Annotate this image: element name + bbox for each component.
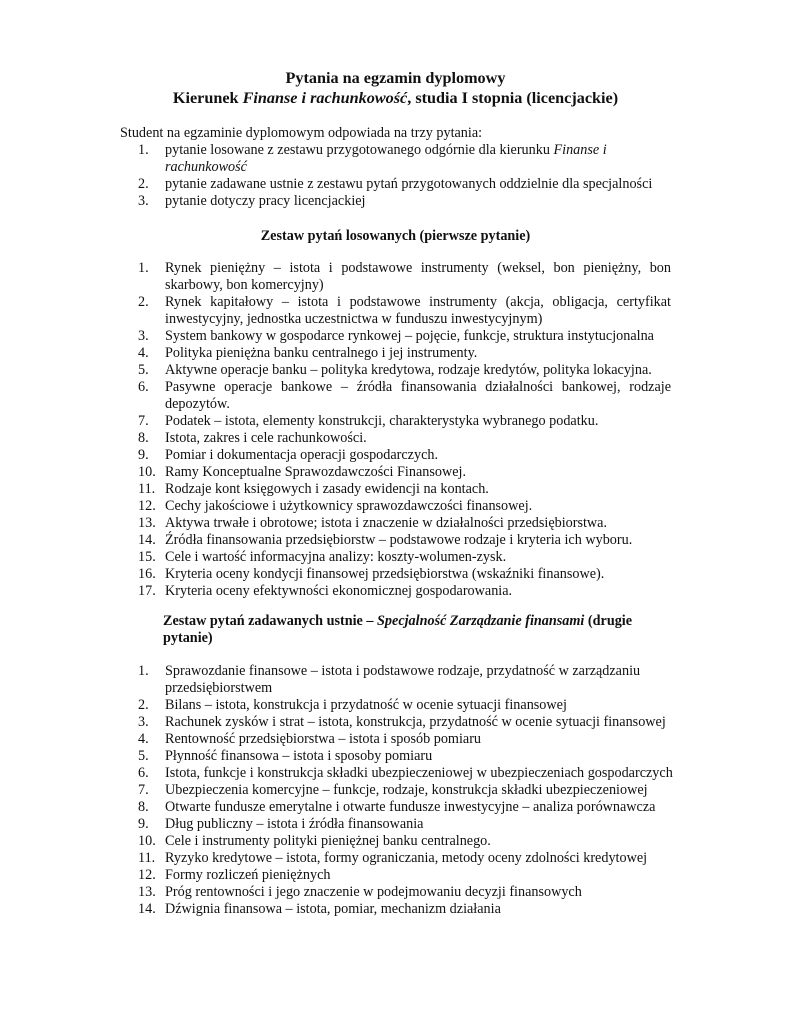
- question-item: [138, 515, 671, 532]
- item-number: 4.: [138, 345, 149, 361]
- item-text: [165, 566, 671, 583]
- question-item: [138, 464, 671, 481]
- intro-text: Student na egzaminie dyplomowym odpowiada na trzy pytania:: [120, 125, 483, 141]
- item-text: [165, 447, 671, 464]
- item-number: 9.: [138, 447, 149, 463]
- item-number: 9.: [138, 816, 149, 832]
- question-item: [138, 328, 671, 345]
- item-text-main: Istota, zakres i cele rachunkowości.: [165, 430, 367, 446]
- item-number: 13.: [138, 884, 156, 900]
- item-text-main: Otwarte fundusze emerytalne i otwarte fundusze inwestycyjne – analiza porównawcza: [165, 799, 656, 815]
- item-text-main: Formy rozliczeń pieniężnych: [165, 867, 331, 883]
- question-item: [138, 799, 683, 816]
- question-item: [138, 833, 683, 850]
- item-text-main: Rynek pieniężny – istota i podstawowe instrumenty (weksel, bon pieniężny, bon skarbowy, bon komercyjny): [165, 260, 671, 293]
- item-text: [165, 697, 567, 713]
- item-text-main: Rodzaje kont księgowych i zasady ewidencji na kontach.: [165, 481, 489, 497]
- item-text: [165, 816, 423, 832]
- title-line-2: [0, 88, 791, 108]
- specialization-name: Specjalność Zarządzanie finansami: [377, 613, 585, 629]
- intro-paragraph: [120, 125, 680, 142]
- item-number: 3.: [138, 328, 149, 344]
- question-item: [138, 447, 671, 464]
- item-text-main: Pomiar i dokumentacja operacji gospodarczych.: [165, 447, 439, 463]
- section2-heading-suffix: (drugie pytanie): [163, 613, 633, 646]
- question-item: [138, 413, 671, 430]
- item-text: [165, 345, 671, 362]
- item-text-main: Dźwignia finansowa – istota, pomiar, mechanizm działania: [165, 901, 501, 917]
- item-text: [165, 799, 655, 815]
- question-item: [138, 867, 683, 884]
- item-text: [165, 413, 671, 430]
- item-text-main: Dług publiczny – istota i źródła finansowania: [165, 816, 424, 832]
- item-text-main: Istota, funkcje i konstrukcja składki ubezpieczeniowej w ubezpieczeniach gospodarczych: [165, 765, 673, 781]
- item-number: 2.: [138, 697, 149, 713]
- item-text-main: Płynność finansowa – istota i sposoby pomiaru: [165, 748, 433, 764]
- item-text: [165, 583, 671, 600]
- question-item: [138, 379, 671, 413]
- question-item: [138, 850, 683, 867]
- section2-list: [138, 663, 683, 918]
- item-text: [165, 430, 671, 447]
- item-text-main: Sprawozdanie finansowe – istota i podstawowe rodzaje, przydatność w zarządzaniu przedsiębiorstwem: [165, 663, 641, 696]
- item-text-main: pytanie zadawane ustnie z zestawu pytań przygotowanych oddzielnie dla specjalności: [165, 176, 653, 192]
- question-item: [138, 481, 671, 498]
- item-text-main: Pasywne operacje bankowe – źródła finansowania działalności bankowej, rodzaje depozytów.: [165, 379, 671, 412]
- question-item: [138, 663, 683, 697]
- intro-list-item: [138, 176, 678, 193]
- title-line-2-prefix: Kierunek: [172, 89, 243, 107]
- item-number: 8.: [138, 799, 149, 815]
- intro-list-item: [138, 142, 678, 176]
- item-text: [165, 498, 671, 515]
- item-number: 12.: [138, 498, 156, 514]
- item-text: [165, 884, 582, 900]
- section2-heading: [163, 613, 663, 647]
- question-item: [138, 714, 683, 731]
- item-text: [165, 901, 501, 917]
- item-number: 10.: [138, 464, 156, 480]
- item-text-main: Kryteria oceny efektywności ekonomicznej gospodarowania.: [165, 583, 513, 599]
- question-item: [138, 731, 683, 748]
- question-item: [138, 260, 671, 294]
- item-text: [165, 193, 366, 209]
- item-text-main: System bankowy w gospodarce rynkowej – pojęcie, funkcje, struktura instytucjonalna: [165, 328, 654, 344]
- item-number: 5.: [138, 748, 149, 764]
- item-number: 6.: [138, 379, 149, 395]
- item-text: [165, 294, 671, 328]
- item-text-main: Ryzyko kredytowe – istota, formy ograniczania, metody oceny zdolności kredytowej: [165, 850, 648, 866]
- item-text-main: Podatek – istota, elementy konstrukcji, charakterystyka wybranego podatku.: [165, 413, 599, 429]
- item-text-main: Ubezpieczenia komercyjne – funkcje, rodzaje, konstrukcja składki ubezpieczeniowej: [165, 782, 648, 798]
- item-number: 1.: [138, 260, 149, 276]
- item-text: [165, 260, 671, 294]
- question-item: [138, 697, 683, 714]
- item-number: 14.: [138, 532, 156, 548]
- item-text: [165, 532, 671, 549]
- item-number: 3.: [138, 714, 149, 730]
- item-number: 4.: [138, 731, 149, 747]
- section1-list: [138, 260, 671, 600]
- question-item: [138, 816, 683, 833]
- question-item: [138, 901, 683, 918]
- item-text: [165, 142, 607, 175]
- title-line-2-suffix: , studia I stopnia (licencjackie): [407, 89, 619, 107]
- item-text: [165, 515, 671, 532]
- item-number: 10.: [138, 833, 156, 849]
- item-number: 5.: [138, 362, 149, 378]
- question-item: [138, 765, 683, 782]
- item-number: 11.: [138, 850, 156, 866]
- document-title: [0, 68, 791, 108]
- question-item: [138, 549, 671, 566]
- item-text: [165, 782, 648, 798]
- item-text: [165, 833, 491, 849]
- item-number: 17.: [138, 583, 156, 599]
- item-text: [165, 362, 671, 379]
- intro-list: [138, 142, 678, 210]
- item-text: [165, 765, 673, 781]
- item-text-main: Polityka pieniężna banku centralnego i jej instrumenty.: [165, 345, 478, 361]
- intro-list-item: [138, 193, 678, 210]
- item-number: 6.: [138, 765, 149, 781]
- item-text-main: Źródła finansowania przedsiębiorstw – podstawowe rodzaje i kryteria ich wyboru.: [165, 532, 633, 548]
- item-number: 2.: [138, 294, 149, 310]
- item-text-main: Cechy jakościowe i użytkownicy sprawozdawczości finansowej.: [165, 498, 533, 514]
- item-text-main: Rachunek zysków i strat – istota, konstrukcja, przydatność w ocenie sytuacji finansowej: [165, 714, 666, 730]
- item-number: 15.: [138, 549, 156, 565]
- question-item: [138, 782, 683, 799]
- question-item: [138, 583, 671, 600]
- item-text-main: Próg rentowności i jego znaczenie w podejmowaniu decyzji finansowych: [165, 884, 582, 900]
- item-text-italic: Finanse i rachunkowość: [165, 142, 607, 175]
- item-text-main: Aktywa trwałe i obrotowe; istota i znaczenie w działalności przedsiębiorstwa.: [165, 515, 608, 531]
- item-text-main: Rentowność przedsiębiorstwa – istota i sposób pomiaru: [165, 731, 482, 747]
- item-number: 1.: [138, 663, 149, 679]
- item-number: 12.: [138, 867, 156, 883]
- question-item: [138, 362, 671, 379]
- item-text-main: Rynek kapitałowy – istota i podstawowe instrumenty (akcja, obligacja, certyfikat inwestycyjny, jednostka uczestnictwa w funduszu inwestycyjnym): [165, 294, 671, 327]
- question-item: [138, 532, 671, 549]
- item-number: 3.: [138, 193, 149, 209]
- program-name: Finanse i rachunkowość: [242, 89, 408, 107]
- item-number: 7.: [138, 782, 149, 798]
- item-text: [165, 464, 671, 481]
- item-text: [165, 379, 671, 413]
- item-text: [165, 731, 481, 747]
- item-text-main: Ramy Konceptualne Sprawozdawczości Finansowej.: [165, 464, 467, 480]
- item-text-main: Kryteria oceny kondycji finansowej przedsiębiorstwa (wskaźniki finansowe).: [165, 566, 605, 582]
- item-number: 7.: [138, 413, 149, 429]
- item-text-main: Bilans – istota, konstrukcja i przydatność w ocenie sytuacji finansowej: [165, 697, 567, 713]
- item-number: 2.: [138, 176, 149, 192]
- question-item: [138, 345, 671, 362]
- item-text-main: Cele i instrumenty polityki pieniężnej banku centralnego.: [165, 833, 491, 849]
- item-number: 1.: [138, 142, 149, 158]
- question-item: [138, 498, 671, 515]
- item-number: 14.: [138, 901, 156, 917]
- item-text-main: Aktywne operacje banku – polityka kredytowa, rodzaje kredytów, polityka lokacyjna.: [165, 362, 652, 378]
- item-number: 16.: [138, 566, 156, 582]
- item-text: [165, 867, 330, 883]
- question-item: [138, 430, 671, 447]
- item-text-main: pytanie losowane z zestawu przygotowanego odgórnie dla kierunku: [165, 142, 554, 158]
- question-item: [138, 294, 671, 328]
- question-item: [138, 566, 671, 583]
- question-item: [138, 748, 683, 765]
- item-text: [165, 176, 652, 192]
- item-text: [165, 328, 671, 345]
- item-number: 13.: [138, 515, 156, 531]
- title-line-1: Pytania na egzamin dyplomowy: [285, 69, 506, 87]
- item-text: [165, 549, 671, 566]
- item-text-main: Cele i wartość informacyjna analizy: koszty-wolumen-zysk.: [165, 549, 507, 565]
- item-number: 8.: [138, 430, 149, 446]
- item-text: [165, 850, 647, 866]
- item-text: [165, 663, 640, 696]
- item-text: [165, 748, 432, 764]
- question-item: [138, 884, 683, 901]
- item-text-main: pytanie dotyczy pracy licencjackiej: [165, 193, 366, 209]
- item-number: 11.: [138, 481, 156, 497]
- section1-heading: Zestaw pytań losowanych (pierwsze pytanie): [260, 228, 531, 244]
- item-text: [165, 481, 671, 498]
- section2-heading-prefix: Zestaw pytań zadawanych ustnie –: [163, 613, 378, 629]
- item-text: [165, 714, 666, 730]
